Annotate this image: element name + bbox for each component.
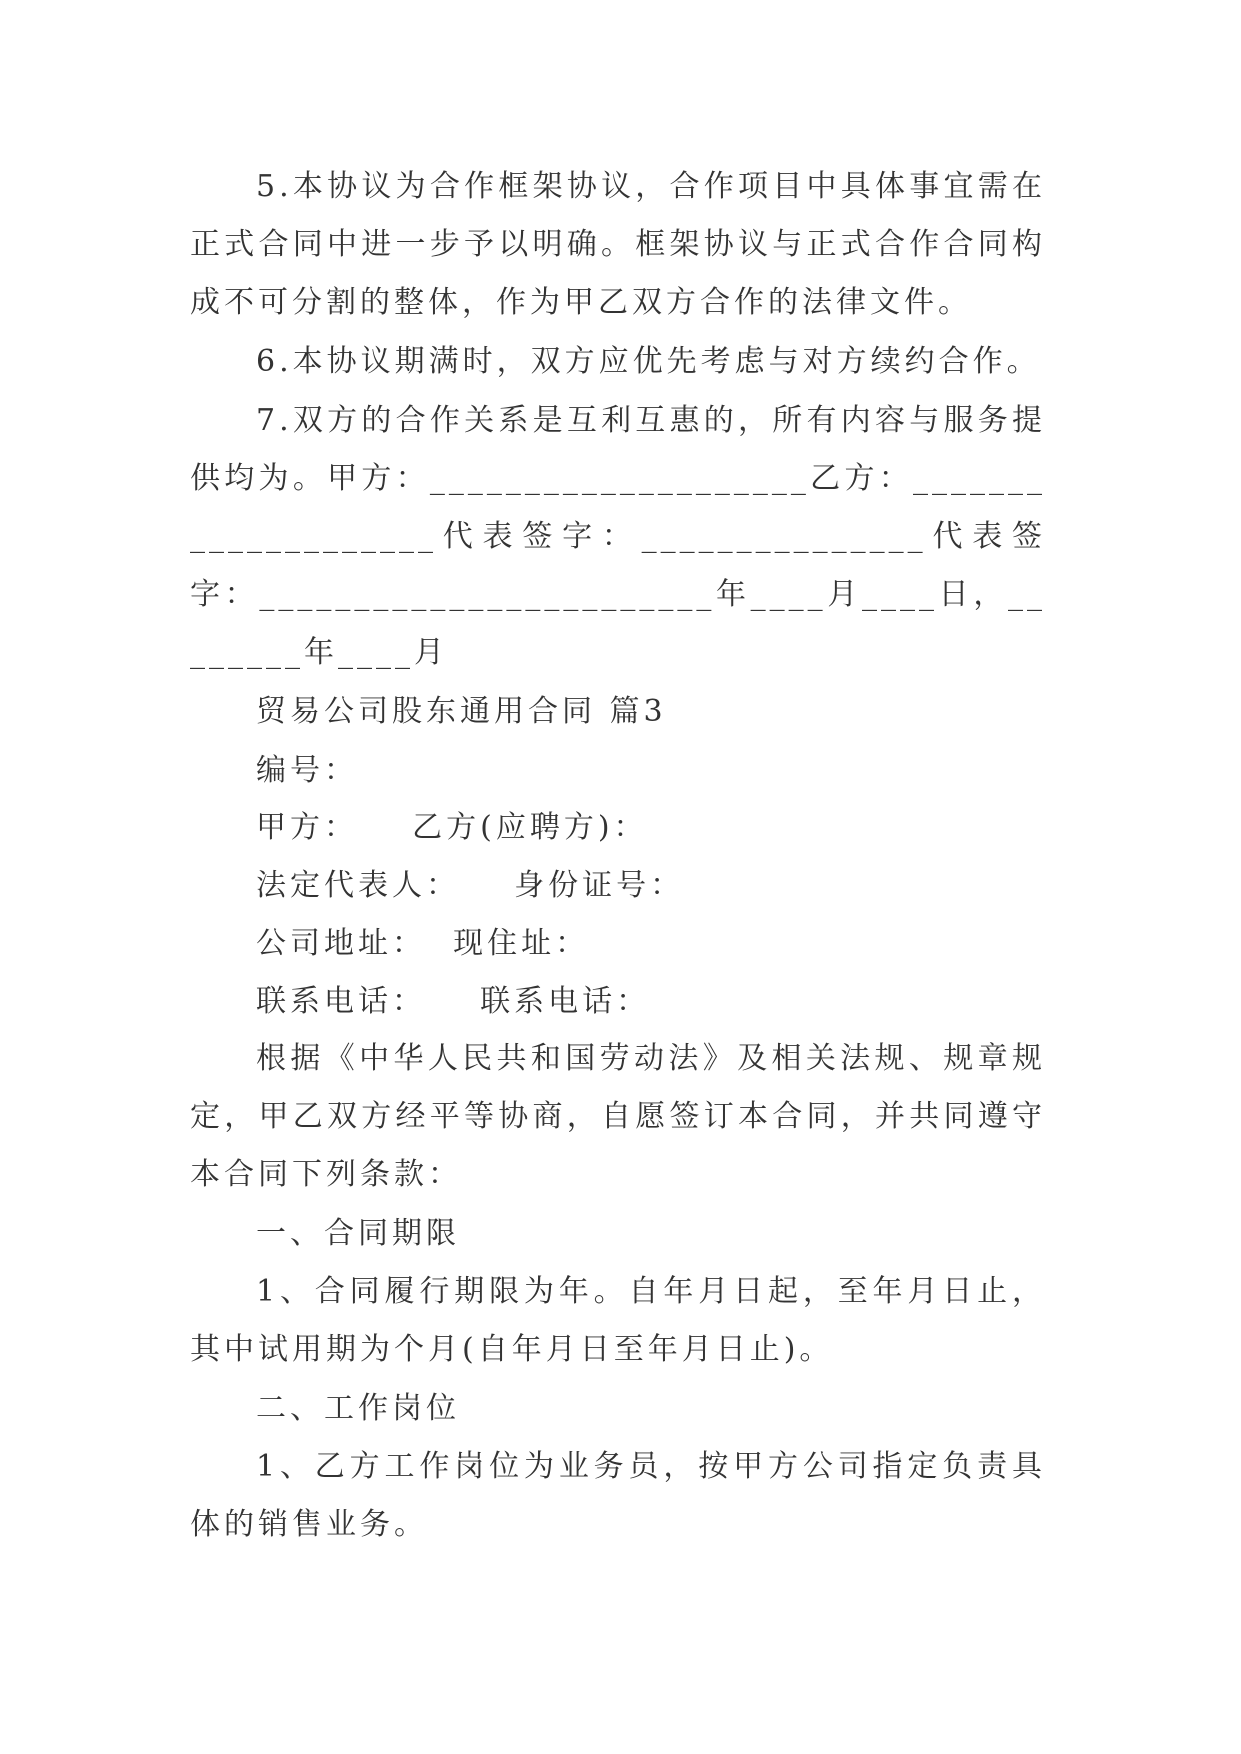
preamble-paragraph: 根据《中华人民共和国劳动法》及相关法规、规章规定，甲乙双方经平等协商，自愿签订本合同，并共同遵守本合同下列条款： bbox=[190, 1041, 1046, 1192]
section-1-item-1: 1、合同履行期限为年。自年月日起，至年月日止，其中试用期为个月(自年月日至年月日止)。 bbox=[190, 1274, 1046, 1367]
address-field: 公司地址： 现住址： bbox=[256, 926, 590, 961]
contract-number-field: 编号： bbox=[256, 753, 358, 788]
phone-field: 联系电话： 联系电话： bbox=[256, 984, 651, 1019]
section-2-heading: 二、工作岗位 bbox=[256, 1391, 460, 1426]
clause-7-signature-block: 7.双方的合作关系是互利互惠的，所有内容与服务提供均为。甲方：____________________乙方：____________________代表签字：_______________代表签字：________________________年____月____日，________年____月 bbox=[190, 403, 1046, 670]
parties-field: 甲方： 乙方(应聘方)： bbox=[256, 810, 648, 845]
contract-title: 贸易公司股东通用合同 篇3 bbox=[256, 694, 667, 729]
representative-id-field: 法定代表人： 身份证号： bbox=[256, 868, 685, 903]
clause-5: 5.本协议为合作框架协议，合作项目中具体事宜需在正式合同中进一步予以明确。框架协议与正式合作合同构成不可分割的整体，作为甲乙双方合作的法律文件。 bbox=[190, 169, 1046, 320]
section-2-item-1: 1、乙方工作岗位为业务员，按甲方公司指定负责具体的销售业务。 bbox=[190, 1449, 1046, 1542]
clause-6: 6.本协议期满时，双方应优先考虑与对方续约合作。 bbox=[256, 344, 1041, 379]
section-1-heading: 一、合同期限 bbox=[256, 1216, 460, 1251]
